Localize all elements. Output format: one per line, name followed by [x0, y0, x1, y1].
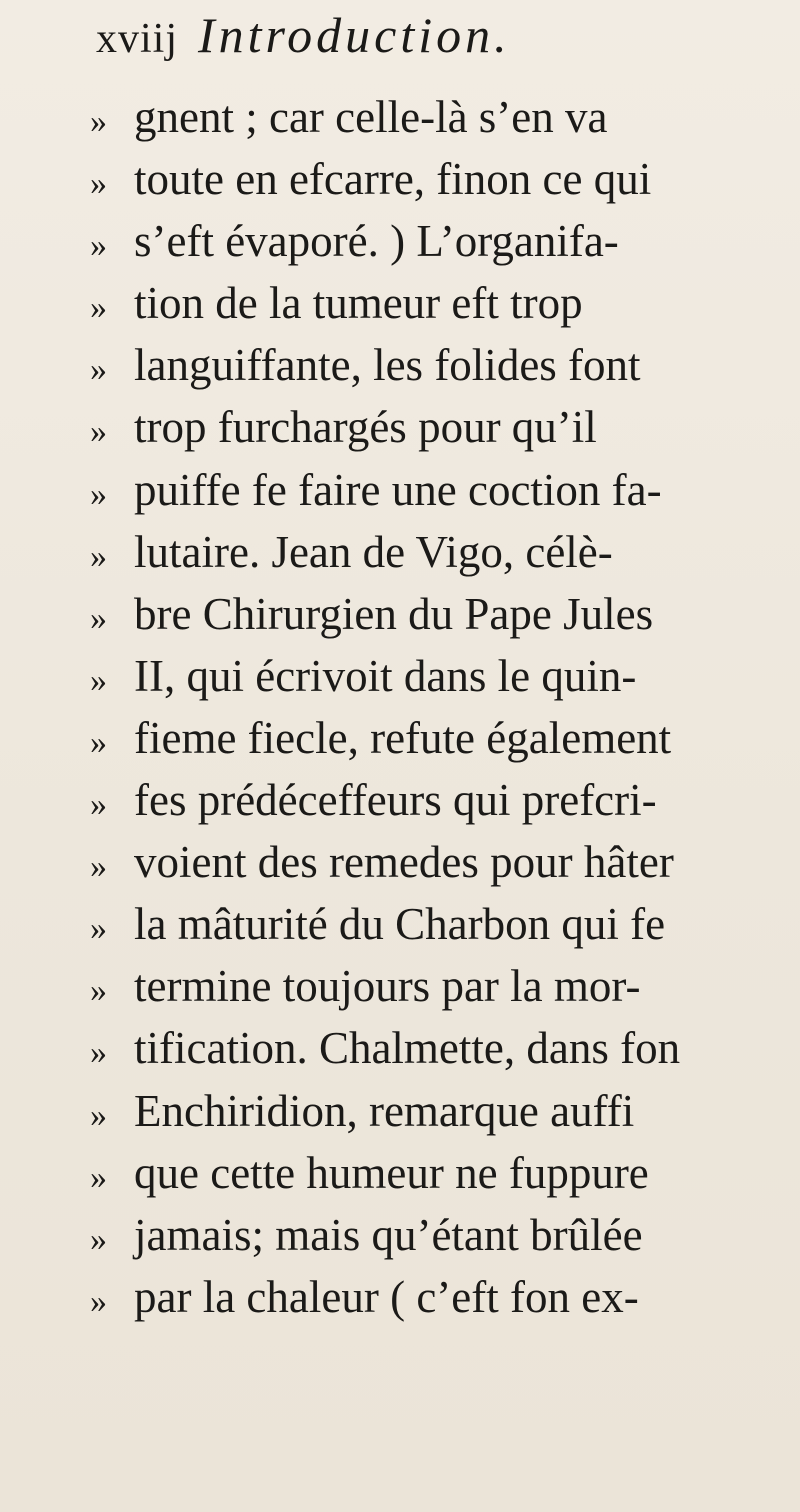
page-number: xviij [96, 16, 179, 62]
quote-mark: » [90, 537, 107, 575]
line-text: jamais; mais qu’étant brûlée [134, 1209, 643, 1260]
quote-mark: » [90, 1282, 107, 1320]
line-text: que cette humeur ne fuppure [134, 1147, 649, 1198]
line-text: II, qui écrivoit dans le quin- [134, 650, 637, 701]
text-line [90, 831, 780, 893]
quote-mark: » [90, 972, 107, 1010]
text-line [90, 1266, 780, 1328]
text-line [90, 645, 780, 707]
text-line [90, 86, 780, 148]
quote-mark: » [90, 1220, 107, 1258]
text-line [90, 1080, 780, 1142]
text-line [90, 955, 780, 1017]
line-text: tion de la tumeur eft trop [134, 278, 583, 329]
text-line [90, 1142, 780, 1204]
text-line [90, 1017, 780, 1079]
quote-mark: » [90, 848, 107, 886]
quote-mark: » [90, 165, 107, 203]
line-text: la mâturité du Charbon qui fe [134, 899, 666, 950]
line-text: fes prédéceffeurs qui prefcri- [134, 775, 657, 826]
line-text: bre Chirurgien du Pape Jules [134, 588, 654, 639]
line-text: termine toujours par la mor- [134, 961, 641, 1012]
line-text: toute en efcarre, finon ce qui [134, 154, 652, 205]
quote-mark: » [90, 599, 107, 637]
quote-mark: » [90, 723, 107, 761]
text-line [90, 396, 780, 458]
text-line [90, 1204, 780, 1266]
line-text: s’eft évaporé. ) L’organifa- [134, 216, 619, 267]
quote-mark: » [90, 910, 107, 948]
quote-mark: » [90, 227, 107, 265]
line-text: languiffante, les folides font [134, 340, 641, 391]
line-text: gnent ; car celle-là s’en va [134, 92, 608, 142]
quote-mark: » [90, 1096, 107, 1134]
line-text: lutaire. Jean de Vigo, célè- [134, 526, 613, 577]
line-text: puiffe fe faire une coction fa- [134, 464, 662, 515]
text-line [90, 521, 780, 583]
text-line [90, 583, 780, 645]
quote-mark: » [90, 289, 107, 327]
text-line [90, 459, 780, 521]
quote-mark: » [90, 661, 107, 699]
text-line [90, 707, 780, 769]
line-text: fieme fiecle, refute également [134, 712, 672, 763]
text-line [90, 272, 780, 334]
running-title: Introduction. [198, 7, 511, 63]
text-line [90, 769, 780, 831]
quote-mark: » [90, 413, 107, 451]
text-line [90, 148, 780, 210]
body-text [90, 86, 780, 1328]
quote-mark: » [90, 351, 107, 389]
text-line [90, 893, 780, 955]
line-text: trop furchargés pour qu’il [134, 402, 597, 453]
quote-mark: » [90, 1034, 107, 1072]
text-line [90, 210, 780, 272]
quote-mark: » [90, 103, 107, 140]
page-header [96, 6, 511, 78]
quote-mark: » [90, 1158, 107, 1196]
line-text: tification. Chalmette, dans fon [134, 1023, 681, 1074]
line-text: Enchiridion, remarque auffi [134, 1085, 635, 1136]
line-text: par la chaleur ( c’eft fon ex- [134, 1271, 639, 1322]
quote-mark: » [90, 786, 107, 824]
quote-mark: » [90, 475, 107, 513]
line-text: voient des remedes pour hâter [134, 837, 674, 888]
text-line [90, 334, 780, 396]
